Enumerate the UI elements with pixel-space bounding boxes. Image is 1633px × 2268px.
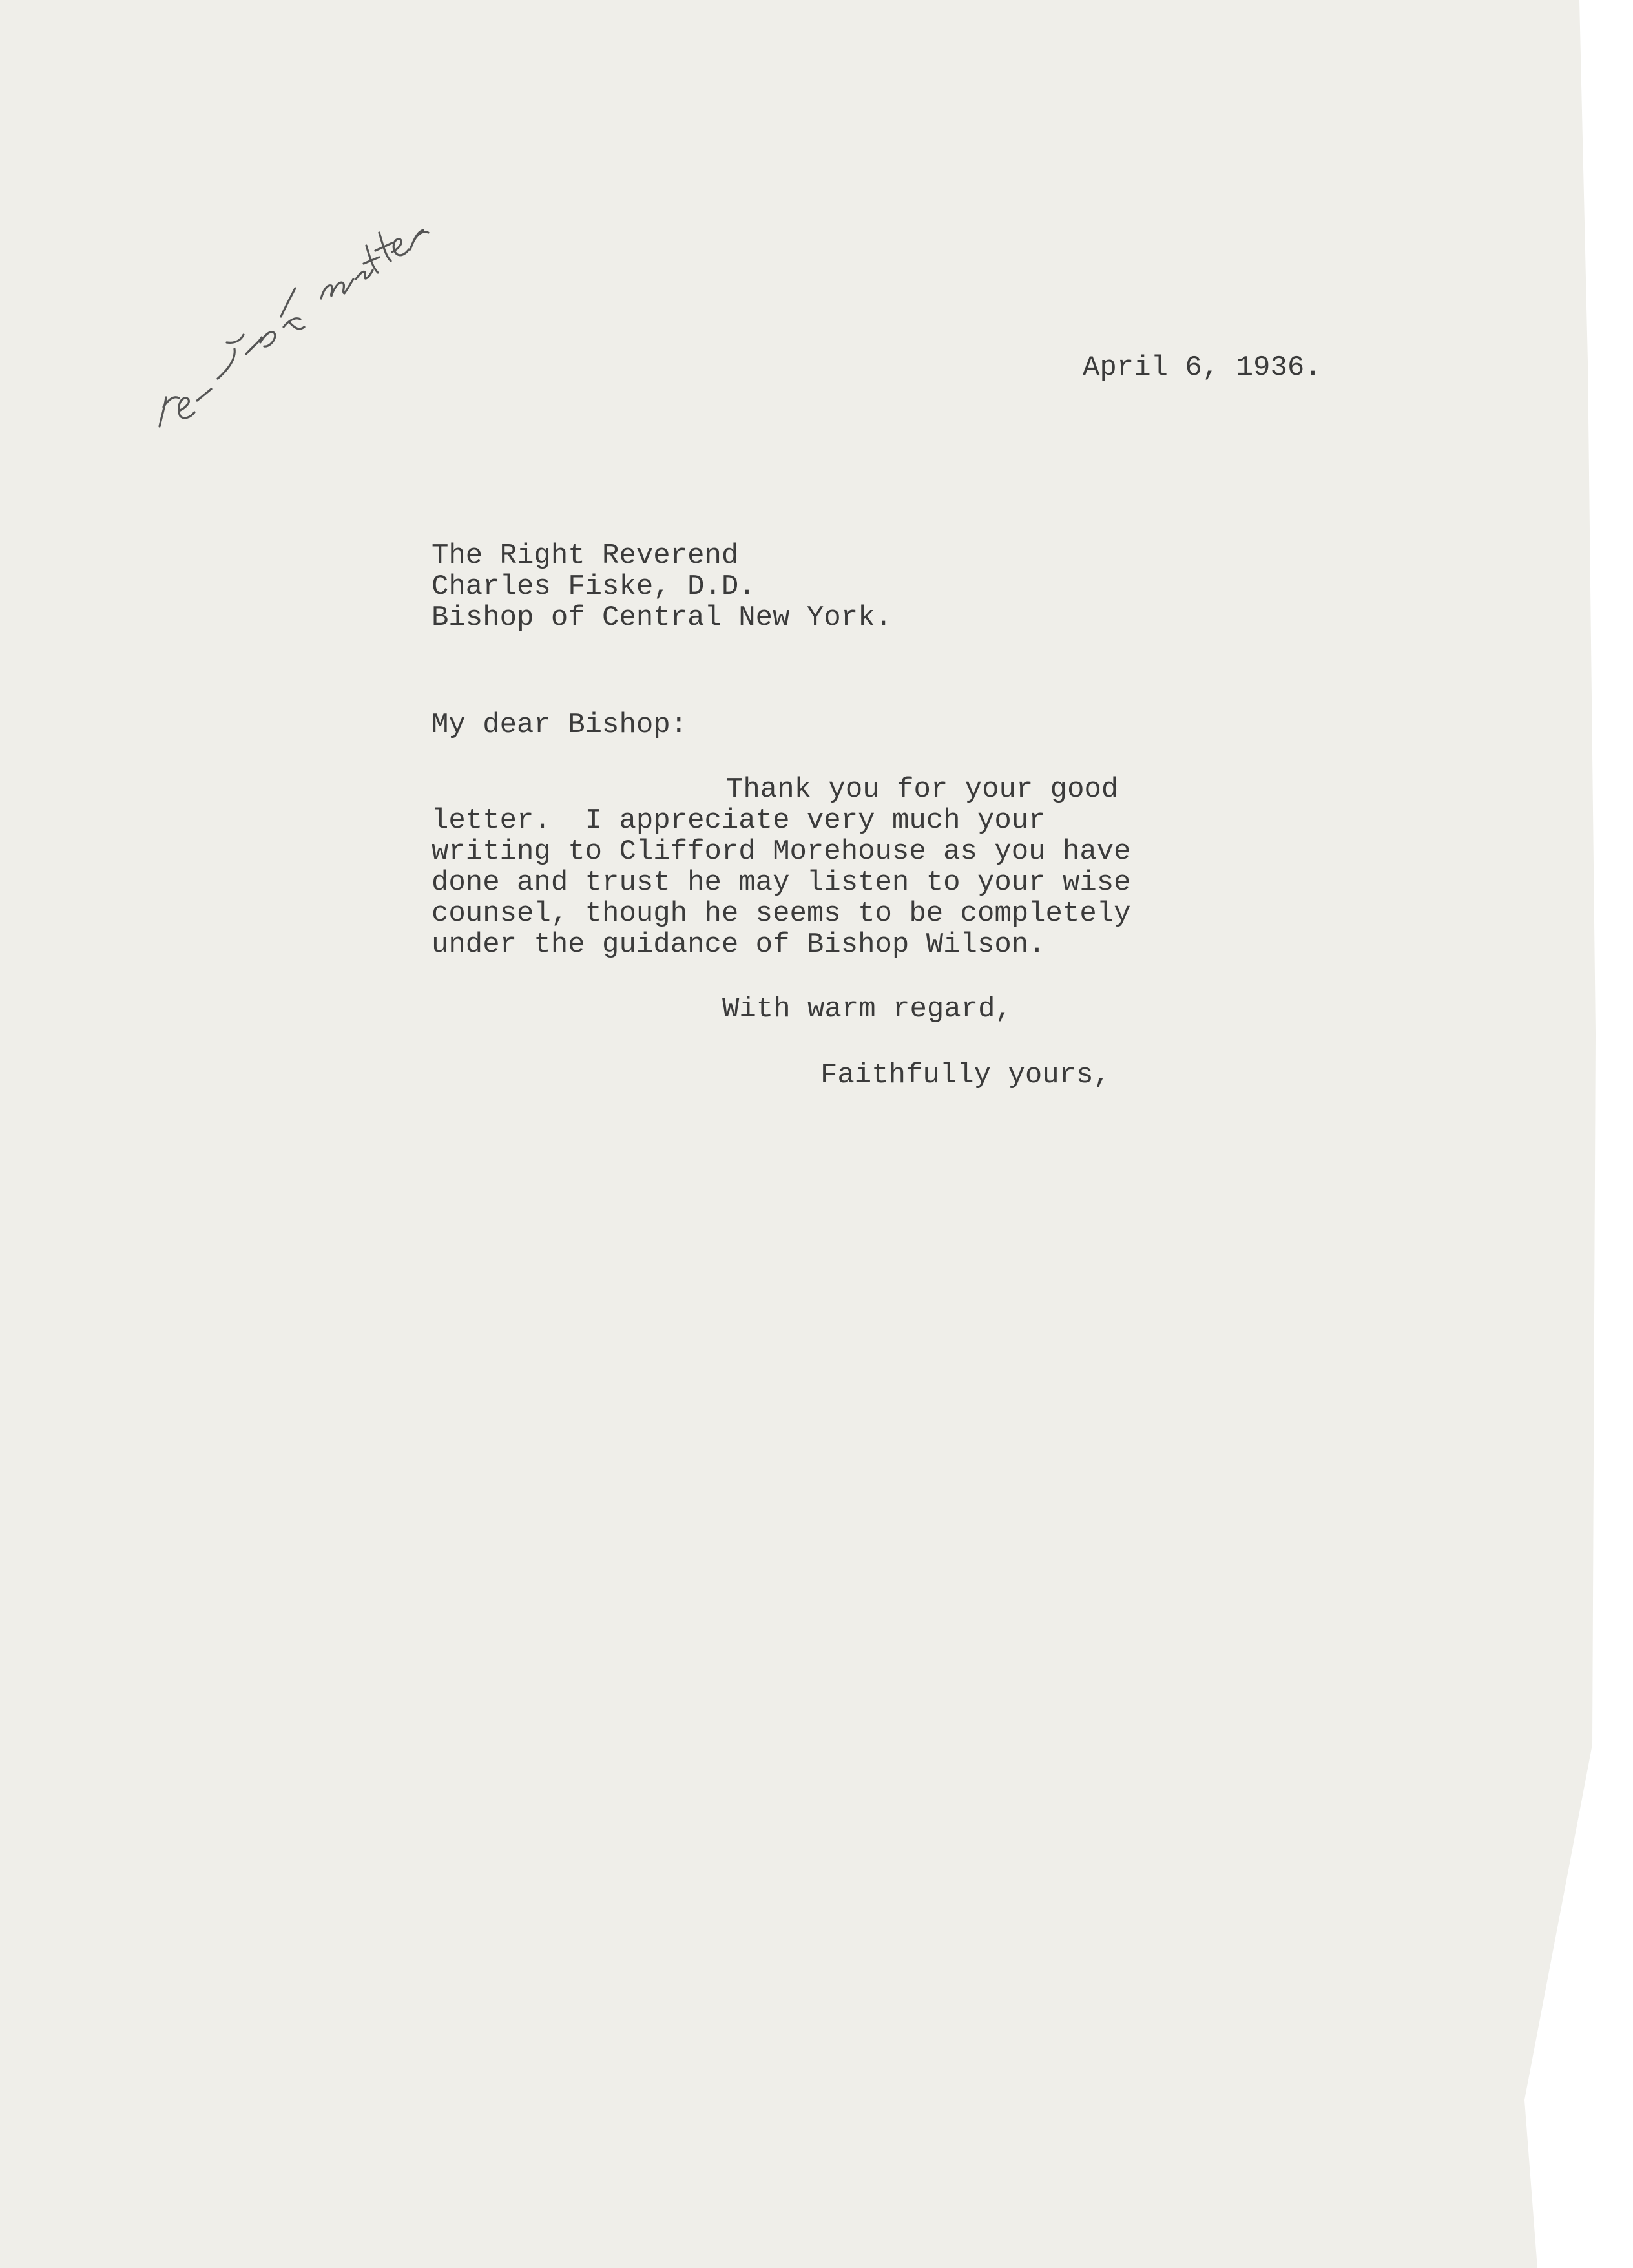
closing-regards: With warm regard,	[722, 993, 1012, 1025]
recipient-line-3: Bishop of Central New York.	[432, 602, 892, 634]
body-line: writing to Clifford Morehouse as you have	[432, 835, 1131, 868]
body-line: counsel, though he seems to be completely	[432, 898, 1131, 930]
closing-signoff: Faithfully yours,	[820, 1059, 1110, 1091]
recipient-line-2: Charles Fiske, D.D.	[432, 571, 756, 603]
recipient-line-1: The Right Reverend	[432, 540, 739, 572]
handwritten-annotation	[126, 97, 462, 459]
body-line: done and trust he may listen to your wise	[432, 866, 1131, 899]
body-line: Thank you for your good	[726, 773, 1119, 806]
letter-date: April 6, 1936.	[1083, 352, 1322, 384]
scan-border	[1607, 0, 1633, 2268]
salutation: My dear Bishop:	[432, 709, 688, 741]
body-line: letter. I appreciate very much your	[432, 804, 1046, 837]
body-line: under the guidance of Bishop Wilson.	[432, 929, 1046, 961]
